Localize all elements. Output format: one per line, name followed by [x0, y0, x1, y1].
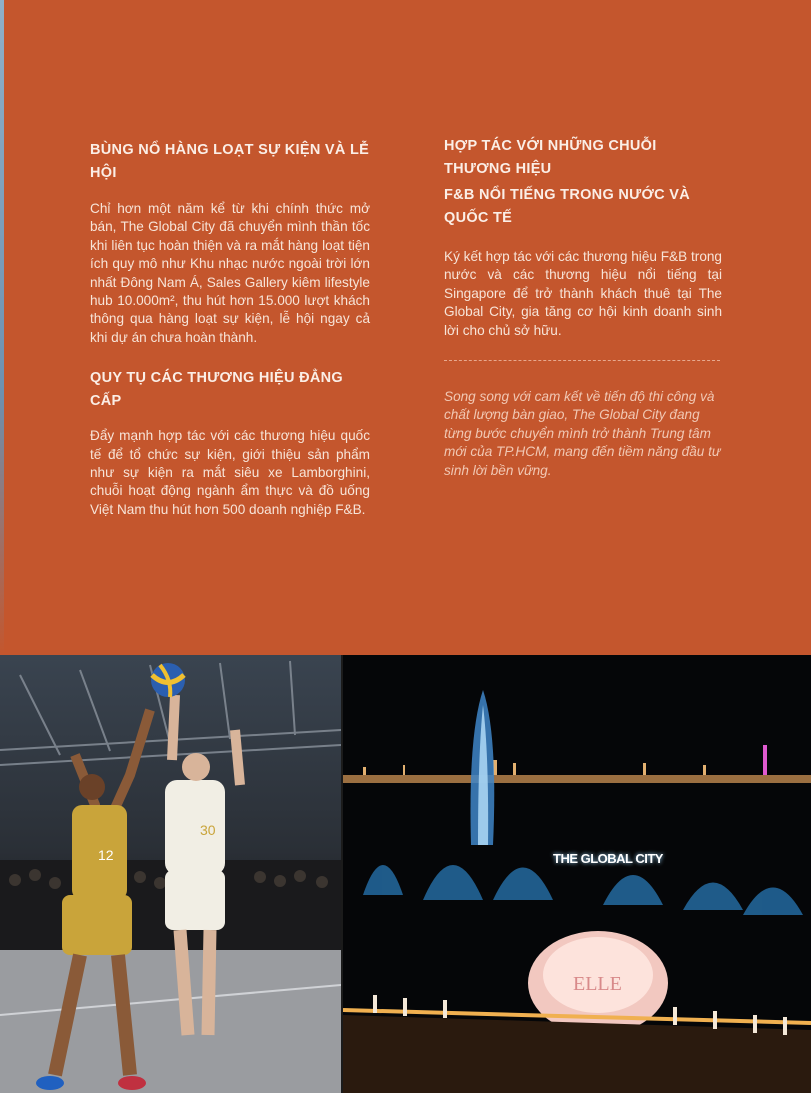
night-show-scene: [343, 655, 811, 1093]
paragraph-events: Chỉ hơn một năm kể từ khi chính thức mở bán, The Global City đã chuyển mình thần tốc khi liên tục hoàn thiện và ra mắt hàng loạt tiện ích quy mô như Khu nhạc nước ngoài trời lớn nhất Đông Nam Á, Sales Gallery kiêm lifestyle hub 10.000m², thu hút hơn 15.000 lượt khách thông qua hàng loạt sự kiện, lễ hội ngay cả khi dự án chưa hoàn thành.: [90, 201, 370, 345]
photo-strip: [0, 655, 811, 1093]
dashed-divider: [444, 360, 720, 361]
heading-fnb-line2: F&B NỔI TIẾNG TRONG NƯỚC VÀ QUỐC TẾ: [444, 187, 690, 226]
heading-events: BÙNG NỔ HÀNG LOẠT SỰ KIỆN VÀ LỄ HỘI: [90, 142, 370, 181]
paragraph-brands: Đẩy mạnh hợp tác với các thương hiệu quốc tế để tổ chức sự kiện, giới thiệu sản phẩm như sự kiện ra mắt siêu xe Lamborghini, chuỗi hoạt động ngành ẩm thực và đồ uống Việt Nam thu hút hơn 500 doanh nghiệp F&B.: [90, 428, 370, 517]
jersey-number-30: 30: [200, 822, 216, 838]
jersey-number-12: 12: [98, 847, 114, 863]
quote-text: Song song với cam kết về tiến độ thi công và chất lượng bàn giao, The Global City đang từng bước chuyển mình trở thành Trung tâm mới của TP.HCM, mang đến tiềm năng đầu tư sinh lời bền vững.: [444, 389, 721, 478]
heading-brands: QUY TỤ CÁC THƯƠNG HIỆU ĐẲNG CẤP: [90, 370, 343, 410]
paragraph-fnb: Ký kết hợp tác với các thương hiệu F&B trong nước và các thương hiệu nổi tiếng tại Singapore để trở thành khách thuê tại The Global City, gia tăng cơ hội kinh doanh sinh lời cho chủ sở hữu.: [444, 249, 722, 338]
global-city-sign: THE GLOBAL CITY: [553, 851, 663, 866]
dome-logo: ELLE: [573, 973, 622, 995]
left-column: [90, 139, 370, 519]
basketball-scene: [0, 655, 341, 1093]
basketball-photo: [0, 655, 341, 1093]
left-edge-strip: [0, 0, 4, 655]
right-column: [444, 135, 722, 480]
heading-fnb-line1: HỢP TÁC VỚI NHỮNG CHUỖI THƯƠNG HIỆU: [444, 138, 657, 177]
night-show-photo: [343, 655, 811, 1093]
